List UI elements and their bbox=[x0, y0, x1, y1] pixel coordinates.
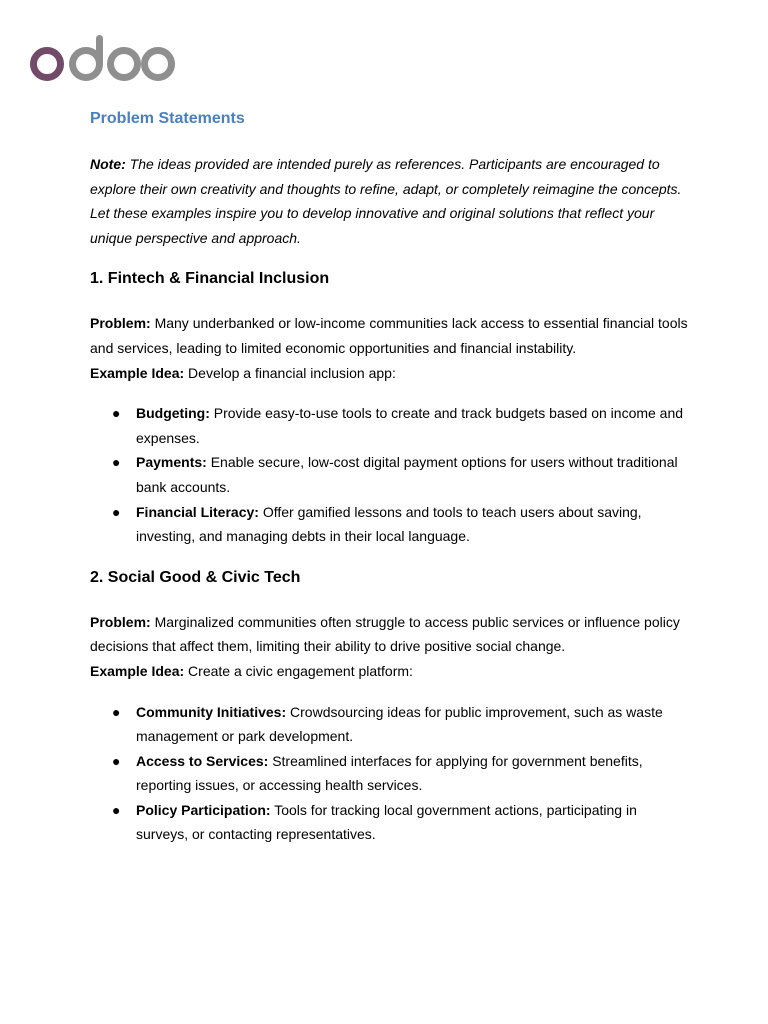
section-heading-civic-tech: 2. Social Good & Civic Tech bbox=[90, 568, 301, 586]
bullet-icon: ● bbox=[112, 503, 121, 520]
bullet-text: Tools for tracking local government actions, participating in surveys, or contacting representatives. bbox=[136, 801, 637, 843]
bullet-label: Budgeting: bbox=[136, 405, 210, 422]
bullet-icon: ● bbox=[112, 752, 121, 769]
note-label: Note: bbox=[90, 156, 126, 172]
list-item bbox=[90, 450, 690, 499]
example-idea-text: Create a civic engagement platform: bbox=[184, 662, 413, 679]
example-idea-label: Example Idea: bbox=[90, 662, 185, 679]
bullet-list bbox=[90, 401, 690, 549]
bullet-text: Streamlined interfaces for applying for government benefits, reporting issues, or accessing health services. bbox=[136, 752, 643, 794]
note-paragraph bbox=[90, 152, 690, 250]
section-heading-fintech: 1. Fintech & Financial Inclusion bbox=[90, 270, 330, 288]
bullet-list bbox=[90, 700, 690, 848]
bullet-icon: ● bbox=[112, 801, 121, 818]
bullet-label: Access to Services: bbox=[136, 752, 269, 769]
odoo-logo bbox=[30, 33, 176, 83]
bullet-text: Offer gamified lessons and tools to teach users about saving, investing, and managing debts in their local language. bbox=[136, 503, 642, 545]
bullet-icon: ● bbox=[112, 405, 121, 422]
problem-label: Problem: bbox=[90, 315, 151, 332]
page-title: Problem Statements bbox=[90, 110, 245, 127]
list-item bbox=[90, 401, 690, 450]
document-body bbox=[90, 108, 690, 865]
bullet-text: Provide easy-to-use tools to create and track budgets based on income and expenses. bbox=[136, 405, 684, 446]
list-item bbox=[90, 749, 690, 798]
bullet-text: Enable secure, low-cost digital payment options for users without traditional bank accounts. bbox=[136, 454, 678, 495]
note-text: The ideas provided are intended purely as references. Participants are encouraged to explore their own creativity and thoughts to refine, adapt, or completely reimagine the concepts. Let these examples inspire you to develop innovative and original solutions that reflect your unique perspective and approach. bbox=[90, 156, 682, 246]
example-idea-paragraph bbox=[90, 361, 690, 386]
problem-text: Marginalized communities often struggle to access public services or influence policy decisions that affect them, limiting their ability to drive positive social change. bbox=[90, 613, 680, 655]
bullet-label: Community Initiatives: bbox=[136, 703, 287, 720]
bullet-icon: ● bbox=[112, 454, 121, 471]
list-item bbox=[90, 798, 690, 847]
list-item bbox=[90, 700, 690, 749]
example-idea-paragraph bbox=[90, 659, 690, 684]
bullet-text: Crowdsourcing ideas for public improvement, such as waste management or park development. bbox=[136, 703, 663, 745]
problem-text: Many underbanked or low-income communities lack access to essential financial tools and services, leading to limited economic opportunities and financial instability. bbox=[90, 315, 688, 356]
bullet-label: Financial Literacy: bbox=[136, 503, 259, 520]
list-item bbox=[90, 500, 690, 549]
example-idea-label: Example Idea: bbox=[90, 364, 185, 381]
bullet-label: Policy Participation: bbox=[136, 801, 271, 818]
problem-label: Problem: bbox=[90, 613, 151, 630]
problem-paragraph bbox=[90, 311, 690, 360]
example-idea-text: Develop a financial inclusion app: bbox=[184, 364, 396, 381]
bullet-icon: ● bbox=[112, 703, 121, 720]
bullet-label: Payments: bbox=[136, 454, 207, 471]
problem-paragraph bbox=[90, 610, 690, 659]
